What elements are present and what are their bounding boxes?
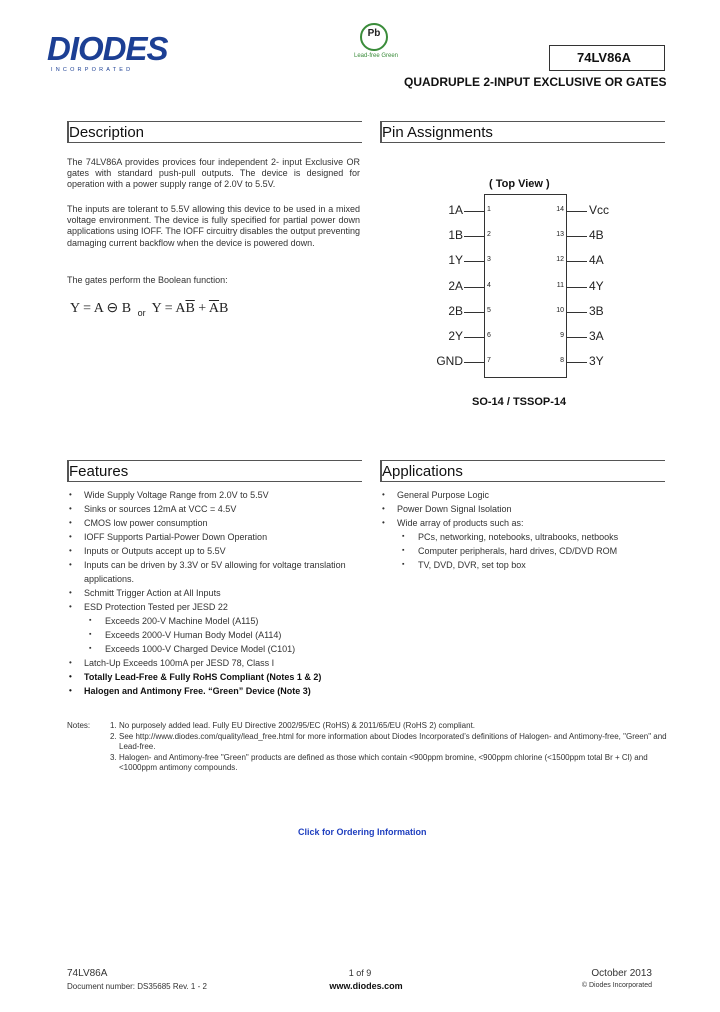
pin-label-left: 1A: [448, 203, 463, 217]
pin-number-right: 9: [560, 332, 564, 339]
pin-label-right: Vcc: [589, 203, 610, 217]
note-item: [110, 753, 670, 774]
pin-number-right: 12: [556, 256, 564, 264]
pin-stub-left: [464, 362, 484, 363]
feature-item: ▪ Exceeds 200-V Machine Model (A115): [67, 614, 362, 628]
applications-header: [380, 460, 665, 482]
pin-stub-left: [464, 261, 484, 262]
pin-stub-right: [567, 211, 587, 212]
pin-stub-left: [464, 337, 484, 338]
pin-stub-right: [567, 312, 587, 313]
formula-b-plus: +: [194, 301, 209, 316]
pin-stub-left: [464, 211, 484, 212]
boolean-formula: [70, 300, 228, 317]
pin-number-right: 8: [560, 357, 564, 365]
pin-number-left: 3: [487, 256, 491, 264]
pin-label-left: 1B: [448, 228, 463, 243]
section-bar: [380, 460, 382, 482]
footer-website-link[interactable]: www.diodes.com: [329, 981, 403, 991]
note-number: 3.: [110, 752, 117, 762]
section-bar: [67, 460, 69, 482]
note-text: See http://www.diodes.com/quality/lead_free.html for more information about Diodes Incorporated’s definitions of Halogen- and Antimony-free, "Green" and Lead-free.: [119, 731, 667, 751]
application-item: ▪ PCs, networking, notebooks, ultrabooks, netbooks: [380, 530, 665, 544]
pin-label-right: 3Y: [589, 354, 604, 369]
pin-stub-right: [567, 236, 587, 237]
formula-b-pre: Y = A: [151, 301, 186, 316]
pin-label-right: 3A: [589, 329, 604, 343]
formula-b-b: B: [219, 301, 229, 316]
logo-word: DIODES: [47, 30, 168, 67]
footer-date: October 2013: [591, 968, 652, 979]
pin-label-right: 4A: [589, 253, 604, 268]
notes-list: [110, 721, 670, 774]
feature-item: • CMOS low power consumption: [67, 516, 362, 530]
pin-stub-right: [567, 287, 587, 288]
pin-number-right: 14: [556, 206, 564, 213]
pb-symbol: Pb: [367, 28, 381, 39]
feature-item: • Inputs or Outputs accept up to 5.5V: [67, 544, 362, 558]
feature-item: • Wide Supply Voltage Range from 2.0V to 5.5V: [67, 488, 362, 502]
features-heading: Features: [69, 463, 129, 480]
ic-package-body: [484, 194, 567, 378]
applications-heading: Applications: [382, 463, 463, 480]
applications-list: [380, 488, 665, 572]
notes-label: Notes:: [67, 721, 91, 730]
section-bar: [380, 121, 382, 143]
feature-item: ▪ Exceeds 1000-V Charged Device Model (C101): [67, 642, 362, 656]
pin-stub-left: [464, 236, 484, 237]
footer-copyright: © Diodes Incorporated: [581, 982, 652, 989]
pin-number-left: 2: [487, 231, 491, 239]
pin-label-right: 4Y: [589, 278, 604, 293]
footer-part-number: 74LV86A: [67, 968, 108, 979]
pin-stub-right: [567, 362, 587, 363]
lead-free-badge: [350, 23, 402, 63]
pin-number-left: 6: [487, 332, 491, 339]
application-item: • Wide array of products such as:: [380, 516, 665, 530]
application-item: ▪ TV, DVD, DVR, set top box: [380, 558, 665, 572]
formula-b-abar: $\overline{A}$: [208, 301, 220, 316]
description-para-2: The inputs are tolerant to 5.5V allowing this device to be used in a mixed voltage environment. The device is fully specified for partial power down applications using IOFF. The IOFF circuitry disables the output preventing damaging current backflow when the device is powered down.: [67, 204, 360, 248]
formula-or: or: [137, 308, 146, 318]
top-view-label: ( Top View ): [489, 178, 550, 190]
note-number: 1.: [110, 721, 117, 730]
logo-subtext: INCORPORATED: [51, 67, 134, 73]
pin-label-left: GND: [436, 354, 463, 369]
pin-label-right: 4B: [589, 228, 604, 243]
formula-b-bbar: $\overline{B}$: [185, 301, 195, 316]
package-label: SO-14 / TSSOP-14: [472, 396, 567, 408]
pin-number-right: 10: [556, 306, 564, 314]
section-bar: [67, 121, 69, 143]
pin-number-left: 5: [487, 306, 491, 314]
pin-stub-left: [464, 287, 484, 288]
application-item: • Power Down Signal Isolation: [380, 502, 665, 516]
note-number: 2.: [110, 731, 117, 741]
application-item: • General Purpose Logic: [380, 488, 665, 502]
description-para-1: The 74LV86A provides provices four independent 2- input Exclusive OR gates with standard push-pull outputs. The device is designed for operation with a power supply range of 2.0V to 5.5V.: [67, 157, 360, 190]
application-item: ▪ Computer peripherals, hard drives, CD/DVD ROM: [380, 544, 665, 558]
note-text: Halogen- and Antimony-free "Green" products are defined as those which contain <900ppm bromine, <900ppm chlorine (<1500ppm total Br + Cl) and <1000ppm antimony compounds.: [119, 752, 648, 772]
features-list: [67, 488, 362, 698]
feature-item: • Sinks or sources 12mA at VCC = 4.5V: [67, 502, 362, 516]
pin-number-left: 7: [487, 357, 491, 365]
note-text: No purposely added lead. Fully EU Directive 2002/95/EC (RoHS) & 2011/65/EU (RoHS 2) compliant.: [119, 721, 476, 730]
diodes-logo: [47, 32, 182, 72]
ordering-info-link[interactable]: Click for Ordering Information: [298, 827, 427, 837]
pin-stub-right: [567, 261, 587, 262]
pin-label-left: 2A: [448, 278, 463, 293]
note-item: [110, 732, 670, 753]
pin-number-left: 1: [487, 206, 491, 213]
pin-label-left: 2B: [448, 303, 463, 318]
description-para-3: The gates perform the Boolean function:: [67, 275, 228, 285]
feature-item: ▪ Exceeds 2000-V Human Body Model (A114): [67, 628, 362, 642]
lead-free-label: Lead-free Green: [353, 53, 399, 59]
pin-assignments-header: [380, 121, 665, 143]
document-subtitle: QUADRUPLE 2-INPUT EXCLUSIVE OR GATES: [404, 75, 667, 89]
feature-item: • IOFF Supports Partial-Power Down Operation: [67, 530, 362, 544]
pin-assignments-heading: Pin Assignments: [382, 124, 493, 141]
pin-stub-left: [464, 312, 484, 313]
feature-item: • Halogen and Antimony Free. “Green” Device (Note 3): [67, 684, 362, 698]
part-number: 74LV86A: [577, 50, 631, 65]
pin-number-right: 11: [556, 281, 564, 289]
footer-page-number: 1 of 9: [348, 968, 372, 978]
feature-item: • Latch-Up Exceeds 100mA per JESD 78, Class I: [67, 656, 362, 670]
feature-item: • Inputs can be driven by 3.3V or 5V allowing for voltage translation applications.: [67, 558, 362, 586]
feature-item: • Schmitt Trigger Action at All Inputs: [67, 586, 362, 600]
feature-item: • ESD Protection Tested per JESD 22: [67, 600, 362, 614]
formula-a: Y = A ⊖ B: [70, 301, 132, 316]
description-header: [67, 121, 362, 143]
feature-item: • Totally Lead-Free & Fully RoHS Compliant (Notes 1 & 2): [67, 670, 362, 684]
pin-label-left: 2Y: [448, 329, 463, 343]
pin-number-left: 4: [487, 281, 491, 289]
pin-stub-right: [567, 337, 587, 338]
description-heading: Description: [69, 124, 145, 141]
pin-number-right: 13: [556, 231, 564, 239]
pin-label-right: 3B: [589, 303, 604, 318]
pin-label-left: 1Y: [448, 253, 463, 268]
features-header: [67, 460, 362, 482]
note-item: [110, 721, 670, 732]
footer-document-number: Document number: DS35685 Rev. 1 - 2: [67, 982, 207, 991]
